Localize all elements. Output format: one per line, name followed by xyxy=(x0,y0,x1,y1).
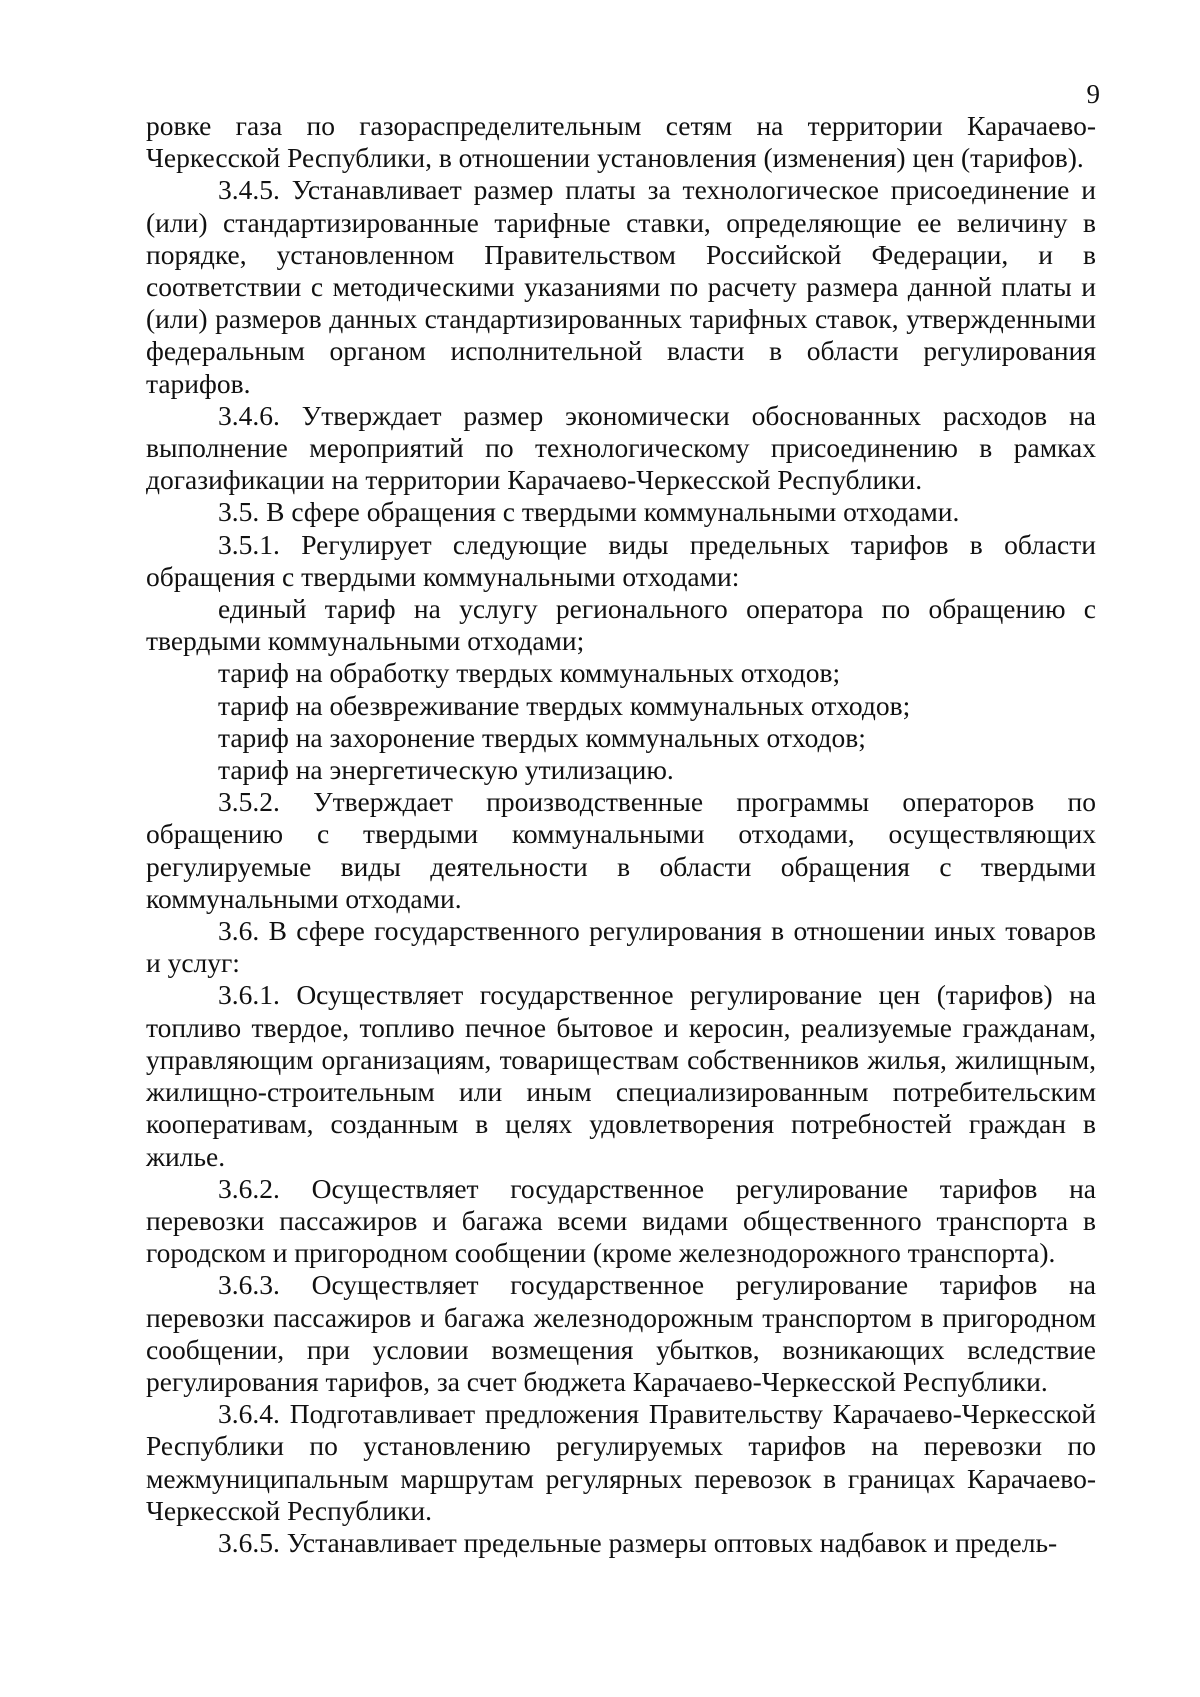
paragraph-3-5-2: 3.5.2. Утверждает производственные программы операторов по обращению с твердыми коммунальными отходами, осуществляющих регулируемые виды деятельности в области обращения с твердыми коммунальными отходами. xyxy=(146,786,1096,914)
paragraph-3-6-5: 3.6.5. Устанавливает предельные размеры оптовых надбавок и предель- xyxy=(218,1526,1058,1558)
paragraph-3-6-2: 3.6.2. Осуществляет государственное регулирование тарифов на перевозки пассажиров и багажа всеми видами общественного транспорта в городском и пригородном сообщении (кроме железнодорожного транспорта). xyxy=(146,1172,1096,1269)
list-item-processing-tariff: тариф на обработку твердых коммунальных отходов; xyxy=(218,657,841,689)
paragraph-3-5: 3.5. В сфере обращения с твердыми коммунальными отходами. xyxy=(218,496,960,528)
list-item-neutralization-tariff: тариф на обезвреживание твердых коммунальных отходов; xyxy=(218,689,911,721)
list-item-burial-tariff: тариф на захоронение твердых коммунальных отходов; xyxy=(218,721,866,753)
document-body xyxy=(146,110,1096,1559)
paragraph-3-4-6: 3.4.6. Утверждает размер экономически обоснованных расходов на выполнение мероприятий по технологическому присоединению в рамках догазификации на территории Карачаево-Черкесской Республики. xyxy=(146,399,1096,496)
paragraph-3-6-1: 3.6.1. Осуществляет государственное регулирование цен (тарифов) на топливо твердое, топливо печное бытовое и керосин, реализуемые гражданам, управляющим организациям, товариществам собственников жилья, жилищным, жилищно-строительным или иным специализированным потребительским кооперативам, созданным в целях удовлетворения потребностей граждан в жилье. xyxy=(146,979,1096,1172)
page-number: 9 xyxy=(1086,79,1100,109)
paragraph-3-6-3: 3.6.3. Осуществляет государственное регулирование тарифов на перевозки пассажиров и багажа железнодорожным транспортом в пригородном сообщении, при условии возмещения убытков, возникающих вследствие регулирования тарифов, за счет бюджета Карачаево-Черкесской Республики. xyxy=(146,1269,1096,1397)
list-item-unified-tariff: единый тариф на услугу регионального оператора по обращению с твердыми коммунальными отходами; xyxy=(146,593,1096,657)
paragraph-3-6: 3.6. В сфере государственного регулирования в отношении иных товаров и услуг: xyxy=(146,915,1096,979)
paragraph-3-4-5: 3.4.5. Устанавливает размер платы за технологическое присоединение и (или) стандартизированные тарифные ставки, определяющие ее величину в порядке, установленном Правительством Российской Федерации, и в соответствии с методическими указаниями по расчету размера данной платы и (или) размеров данных стандартизированных тарифных ставок, утвержденными федеральным органом исполнительной власти в области регулирования тарифов. xyxy=(146,174,1096,399)
list-item-energy-tariff: тариф на энергетическую утилизацию. xyxy=(218,754,674,786)
paragraph-3-5-1: 3.5.1. Регулирует следующие виды предельных тарифов в области обращения с твердыми коммунальными отходами: xyxy=(146,528,1096,592)
paragraph-continuation: ровке газа по газораспределительным сетям на территории Карачаево-Черкесской Республики, в отношении установления (изменения) цен (тарифов). xyxy=(146,110,1096,174)
paragraph-3-6-4: 3.6.4. Подготавливает предложения Правительству Карачаево-Черкесской Республики по установлению регулируемых тарифов на перевозки по межмуниципальным маршрутам регулярных перевозок в границах Карачаево-Черкесской Республики. xyxy=(146,1398,1096,1526)
